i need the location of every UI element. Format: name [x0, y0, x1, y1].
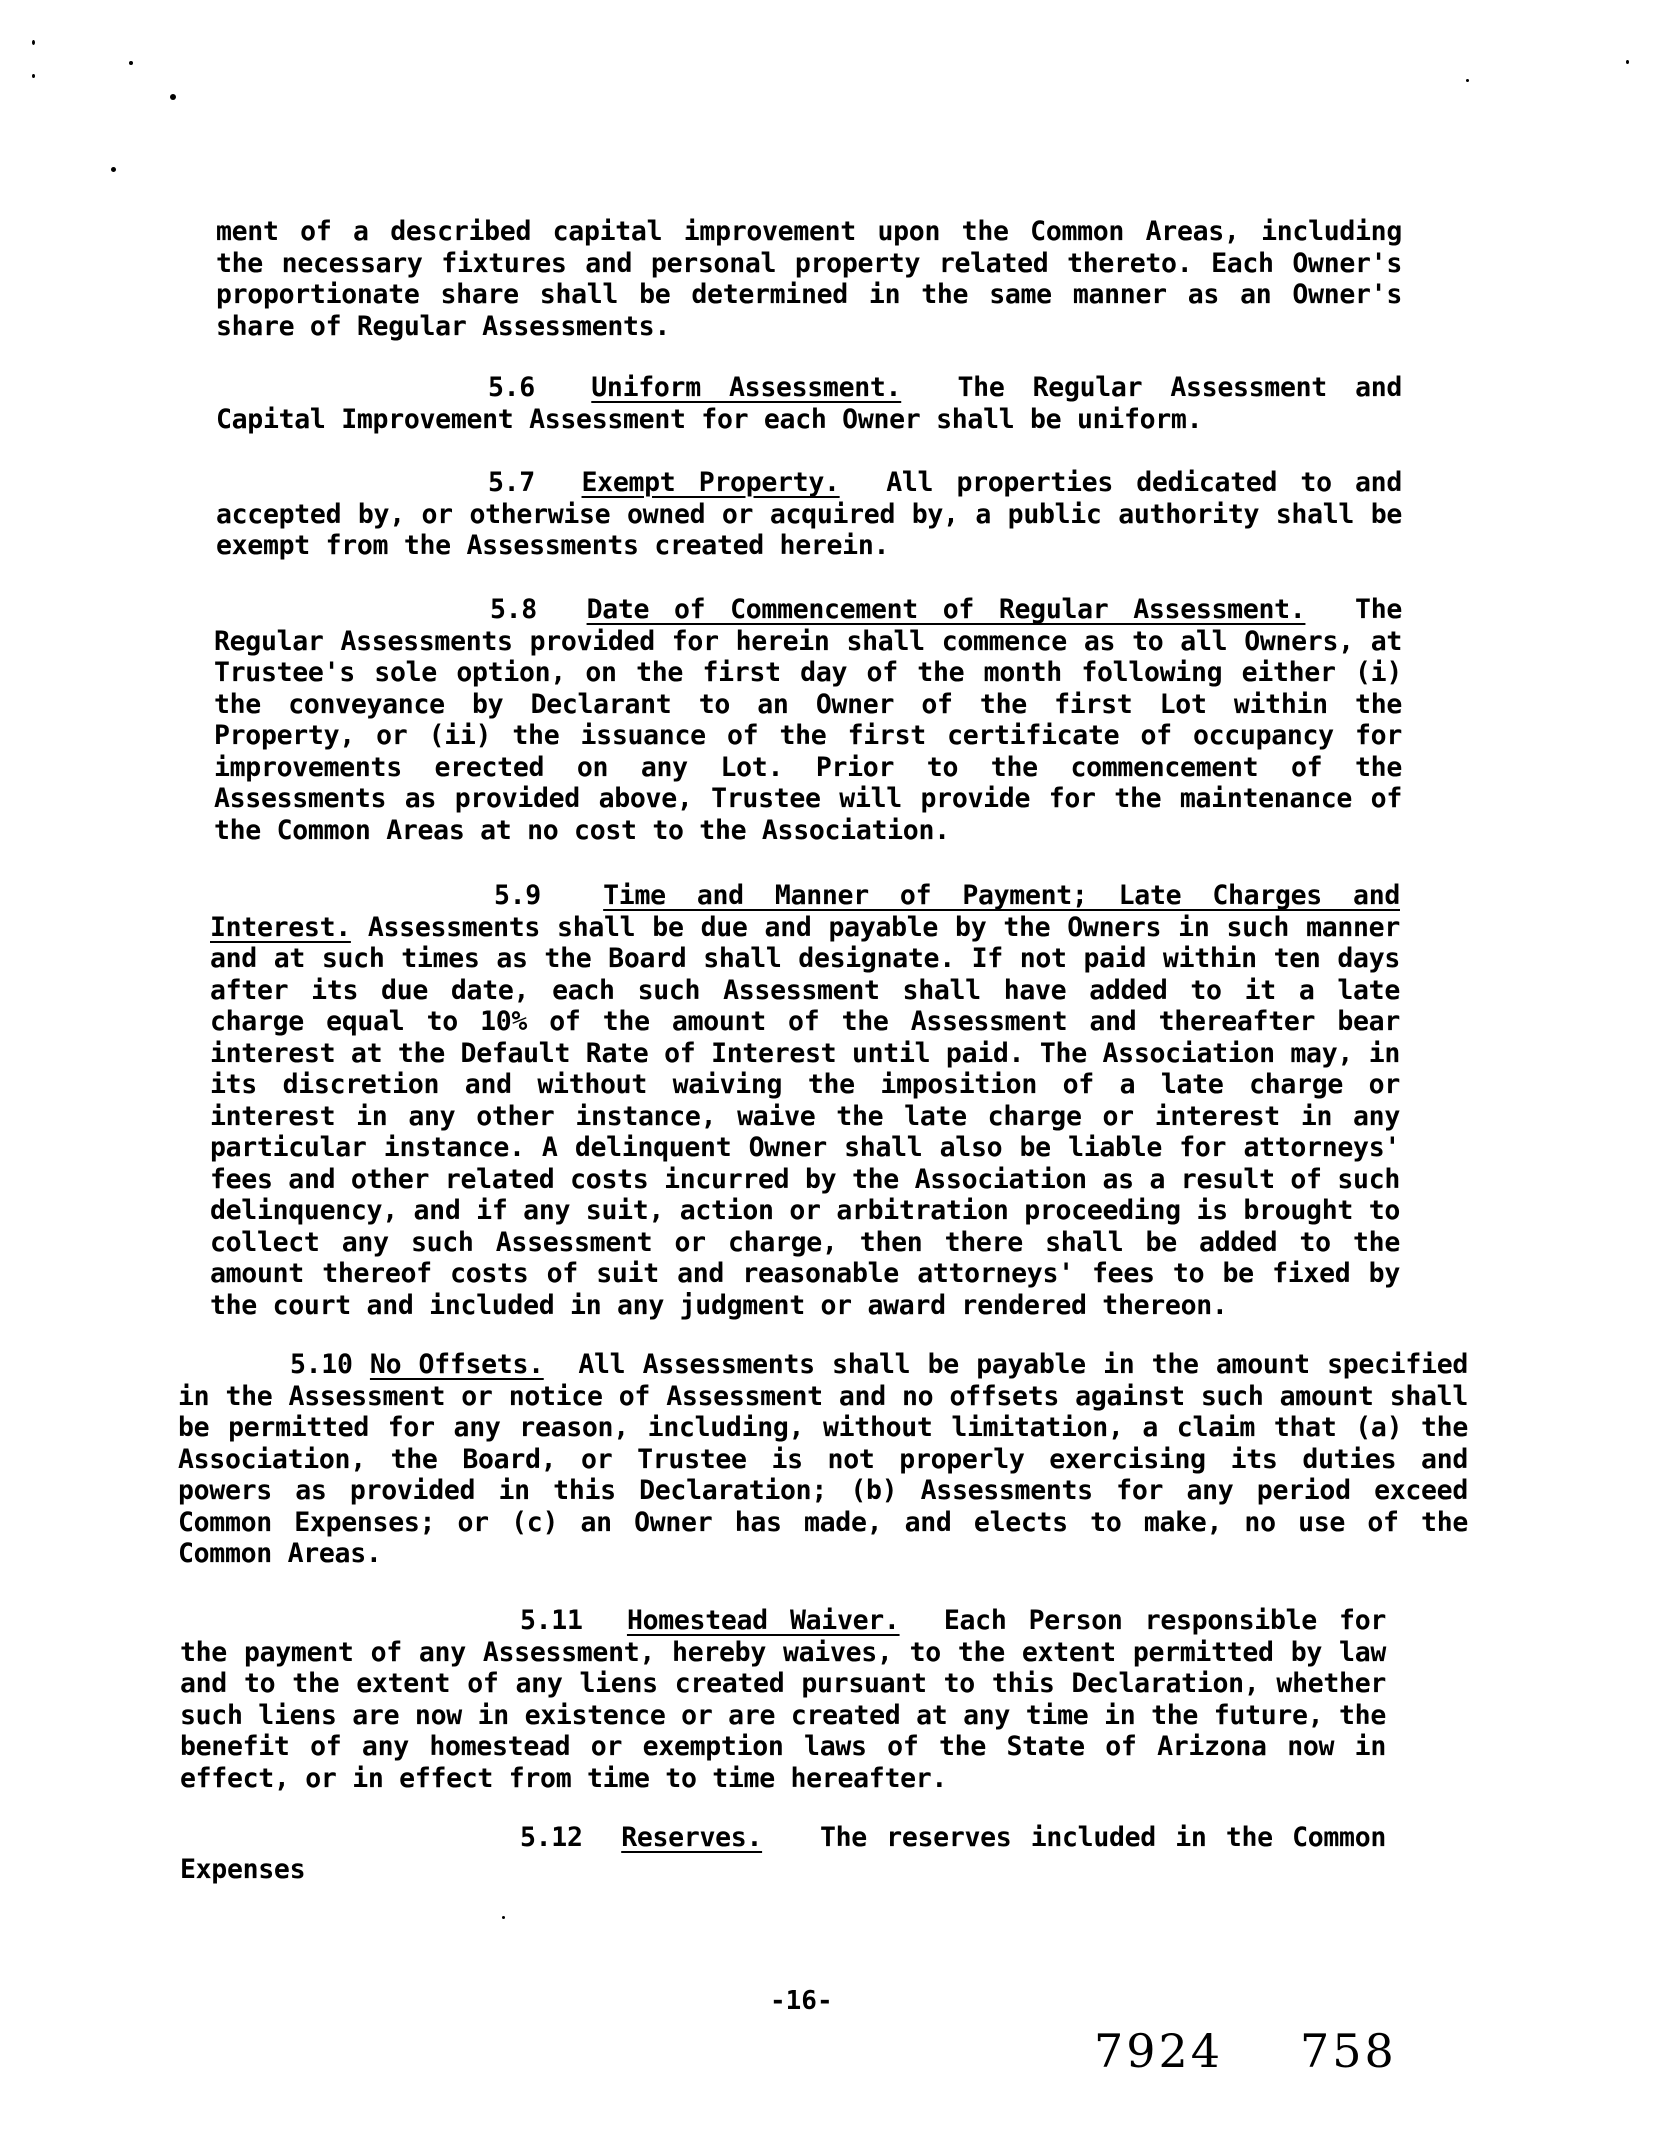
- section-heading: Date of Commencement of Regular Assessment.: [586, 594, 1306, 625]
- intro-paragraph: ment of a described capital improvement upon the Common Areas, including the necessary fixtures and personal property related thereto. Each Owner's proportionate share shall be determined in the same manner as an Owner's share of Regular Assessments.: [216, 216, 1402, 342]
- section-heading: No Offsets.: [369, 1349, 544, 1380]
- scan-speck: [32, 74, 35, 78]
- section-body: The Regular Assessments provided for herein shall commence as to all Owners, at Trustee's sole option, on the first day of the month following either (i) the conveyance by Declarant to an Owner of the first Lot within the Property, or (ii) the issuance of the first certificate of occupancy for improvements erected on any Lot. Prior to the commencement of the Assessments as provided above, Trustee will provide for the maintenance of the Common Areas at no cost to the Association.: [214, 594, 1403, 846]
- section-number: 5.10: [290, 1349, 353, 1380]
- section-body: All Assessments shall be payable in the amount specified in the Assessment or notice of Assessment and no offsets against such amount shall be permitted for any reason, including, without limitation, a claim that (a) the Association, the Board, or Trustee is not properly exercising its duties and powers as provided in this Declaration; (b) Assessments for any period exceed Common Expenses; or (c) an Owner has made, and elects to make, no use of the Common Areas.: [178, 1349, 1469, 1569]
- section-heading: Uniform Assessment.: [591, 372, 902, 403]
- section-number: 5.9: [494, 880, 541, 911]
- scan-speck: [502, 1916, 505, 1919]
- document-reference-number: 7924: [1094, 2024, 1224, 2078]
- section-heading: Reserves.: [621, 1822, 763, 1853]
- section-5-11: [180, 1605, 1386, 1794]
- section-body: Assessments shall be due and payable by the Owners in such manner and at such times as the Board shall designate. If not paid within ten days after its due date, each such Assessment shall have added to it a late charge equal to 10% of the amount of the Assessment and thereafter bear interest at the Default Rate of Interest until paid. The Association may, in its discretion and without waiving the imposition of a late charge or interest in any other instance, waive the late charge or interest in any particular instance. A delinquent Owner shall also be liable for attorneys' fees and other related costs incurred by the Association as a result of such delinquency, and if any suit, action or arbitration proceeding is brought to collect any such Assessment or charge, then there shall be added to the amount thereof costs of suit and reasonable attorneys' fees to be fixed by the court and included in any judgment or award rendered thereon.: [210, 911, 1400, 1321]
- section-number: 5.11: [520, 1605, 583, 1636]
- section-heading: Time and Manner of Payment; Late Charges and Interest.: [210, 880, 1400, 943]
- scan-speck: [1466, 79, 1469, 82]
- scan-speck: [32, 40, 35, 45]
- scan-speck: [170, 94, 176, 100]
- section-5-10: [178, 1349, 1468, 1570]
- section-number: 5.8: [490, 594, 537, 625]
- section-5-7: [216, 467, 1402, 562]
- section-heading: Homestead Waiver.: [626, 1605, 900, 1636]
- section-body: Each Person responsible for the payment of any Assessment, hereby waives, to the extent permitted by law and to the extent of any liens created pursuant to this Declaration, whether such liens are now in existence or are created at any time in the future, the benefit of any homestead or exemption laws of the State of Arizona now in effect, or in effect from time to time hereafter.: [180, 1605, 1387, 1794]
- section-heading: Exempt Property.: [581, 467, 840, 498]
- section-body: All properties dedicated to and accepted by, or otherwise owned or acquired by, a public authority shall be exempt from the Assessments created herein.: [216, 467, 1402, 561]
- scan-speck: [111, 167, 116, 172]
- section-5-9: [210, 880, 1400, 1321]
- section-body: The Regular Assessment and Capital Improvement Assessment for each Owner shall be uniform.: [216, 372, 1403, 435]
- section-5-6: [216, 372, 1402, 435]
- scan-speck: [129, 61, 133, 65]
- page-number: -16-: [770, 1986, 833, 2016]
- section-number: 5.12: [520, 1822, 583, 1853]
- document-reference-page: 758: [1300, 2024, 1397, 2078]
- section-5-8: [214, 594, 1402, 846]
- scan-speck: [1626, 60, 1629, 64]
- section-number: 5.6: [488, 372, 535, 403]
- section-body: The reserves included in the Common Expenses: [180, 1822, 1387, 1885]
- section-5-12: [180, 1822, 1386, 1885]
- section-number: 5.7: [488, 467, 535, 498]
